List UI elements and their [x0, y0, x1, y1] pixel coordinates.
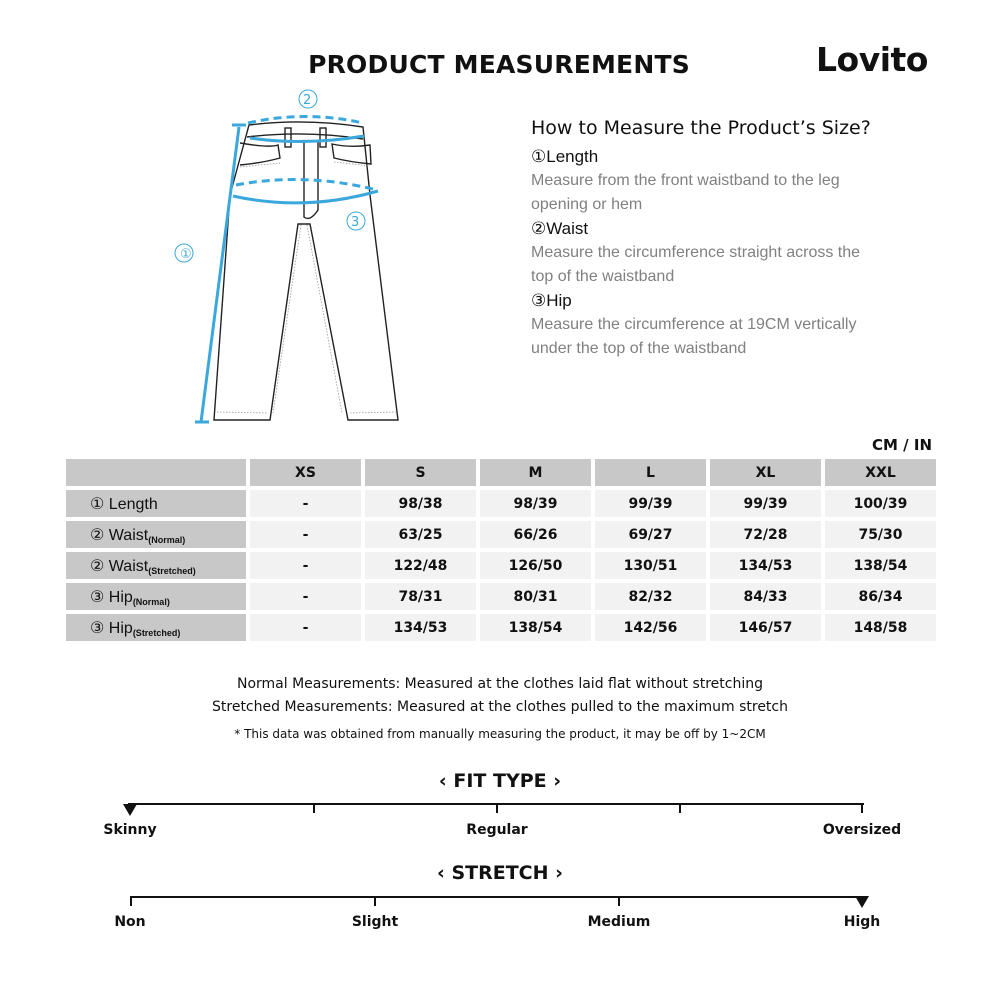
row-label-hip-normal: ③ Hip$_{(Normal)}$ [66, 583, 246, 610]
stretch-label-medium: Medium [587, 914, 651, 930]
disclaimer: * This data was obtained from manually measuring the product, it may be off by 1~2CM [234, 727, 766, 741]
svg-text:2: 2 [303, 93, 312, 108]
stretch-label-non: Non [114, 914, 146, 930]
guide-item-hip: ③Hip Measure the circumference at 19CM vertically under the top of the waistband [531, 291, 857, 357]
fit-label-oversized: Oversized [822, 822, 902, 838]
table-row: ② Waist$_{(Normal)}$ - 63/25 66/26 69/27 72/28 75/30 [66, 521, 936, 548]
pants-diagram [170, 80, 420, 430]
header-corner [66, 459, 246, 486]
header-xs: XS [250, 459, 361, 486]
header-l: L [595, 459, 706, 486]
stretch-label-slight: Slight [351, 914, 399, 930]
row-label-length: ① Length [66, 490, 246, 517]
stretch-axis [130, 896, 864, 898]
fit-type-selected-marker-icon [123, 804, 137, 816]
brand-logo: Lovito [816, 40, 928, 79]
header-m: M [480, 459, 591, 486]
row-label-waist-stretched: ② Waist$_{(Stretched)}$ [66, 552, 246, 579]
header-xl: XL [710, 459, 821, 486]
note-normal: Normal Measurements: Measured at the clothes laid flat without stretching [237, 676, 763, 692]
fit-label-regular: Regular [466, 822, 528, 838]
row-label-waist-normal: ② Waist$_{(Normal)}$ [66, 521, 246, 548]
measure-guide [531, 117, 911, 361]
guide-item-length: ①Length Measure from the front waistband to the leg opening or hem [531, 147, 840, 213]
header-s: S [365, 459, 476, 486]
fit-label-skinny: Skinny [103, 822, 157, 838]
fit-type-tick [861, 803, 863, 813]
table-header-row [66, 459, 936, 486]
guide-item-waist: ②Waist Measure the circumference straight across the top of the waistband [531, 219, 861, 285]
table-row: ③ Hip$_{(Normal)}$ - 78/31 80/31 82/32 84/33 86/34 [66, 583, 936, 610]
unit-label: CM / IN [872, 436, 932, 454]
measurement-notes [0, 673, 1000, 719]
size-table [62, 455, 940, 645]
table-row: ① Length - 98/38 98/39 99/39 99/39 100/39 [66, 490, 936, 517]
table-row: ② Waist$_{(Stretched)}$ - 122/48 126/50 130/51 134/53 138/54 [66, 552, 936, 579]
fit-type-tick [496, 803, 498, 813]
svg-text:3: 3 [351, 215, 360, 230]
stretch-label-high: High [843, 914, 881, 930]
stretch-selected-marker-icon [855, 896, 869, 908]
note-stretched: Stretched Measurements: Measured at the clothes pulled to the maximum stretch [212, 699, 788, 715]
stretch-title: ‹ STRETCH › [437, 862, 563, 884]
page-title: PRODUCT MEASUREMENTS [308, 50, 690, 79]
fit-type-tick [313, 803, 315, 813]
stretch-tick [618, 896, 620, 906]
fit-type-tick [679, 803, 681, 813]
row-label-hip-stretched: ③ Hip$_{(Stretched)}$ [66, 614, 246, 641]
stretch-tick [130, 896, 132, 906]
header-xxl: XXL [825, 459, 936, 486]
guide-heading: How to Measure the Product’s Size? [531, 117, 871, 139]
svg-text:①: ① [180, 247, 192, 262]
stretch-tick [374, 896, 376, 906]
table-row: ③ Hip$_{(Stretched)}$ - 134/53 138/54 142/56 146/57 148/58 [66, 614, 936, 641]
fit-type-title: ‹ FIT TYPE › [438, 770, 562, 792]
